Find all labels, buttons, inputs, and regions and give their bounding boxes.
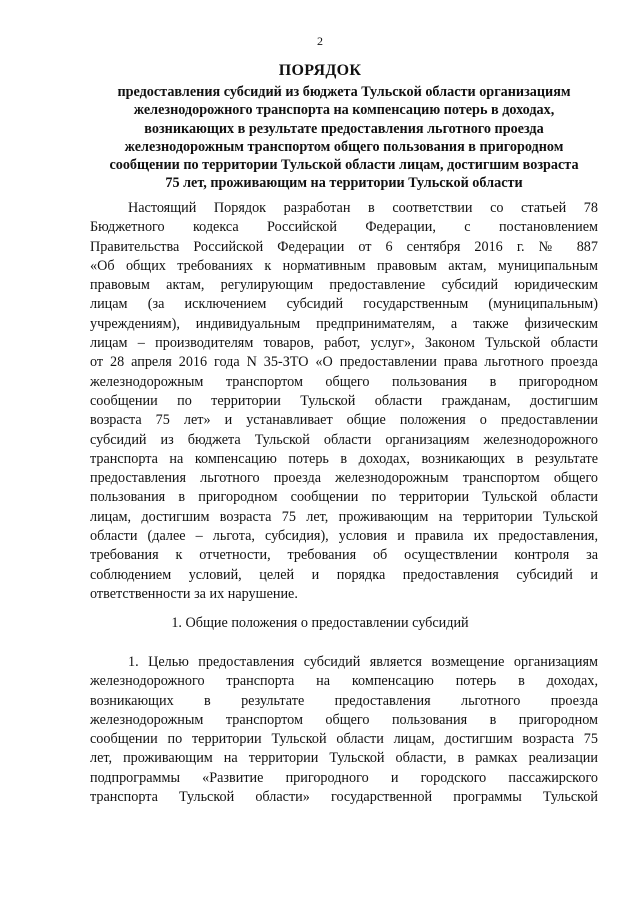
paragraph-line: железнодорожным транспортом общего пользования в пригородном bbox=[90, 373, 598, 390]
paragraph-line: лицам (за исключением субсидий государственным (муниципальным) bbox=[90, 296, 598, 313]
paragraph-line: лет, проживающим на территории Тульской области, в рамках реализации bbox=[90, 750, 598, 767]
paragraph-line: Бюджетного кодекса Российской Федерации, с постановлением bbox=[90, 219, 598, 236]
subtitle-line: возникающих в результате предоставления льготного проезда bbox=[144, 120, 544, 137]
page-number: 2 bbox=[317, 34, 323, 48]
intro-paragraph bbox=[90, 199, 598, 604]
paragraph-line: субсидий из бюджета Тульской области организациям железнодорожного bbox=[90, 431, 598, 448]
paragraph-line: «Об общих требованиях к нормативным правовым актам, муниципальным bbox=[90, 257, 598, 274]
paragraph-line: правовым актам, регулирующим предоставление субсидий юридическим bbox=[90, 277, 598, 294]
paragraph-line: железнодорожным транспортом общего пользования в пригородном bbox=[90, 711, 598, 728]
paragraph-line: пользования в пригородном сообщении по территории Тульской области bbox=[90, 489, 598, 506]
paragraph-line: сообщении по территории Тульской области гражданам, достигшим bbox=[90, 392, 598, 409]
paragraph-line: области (далее – льгота, субсидия), условия и правила их предоставления, bbox=[90, 528, 598, 545]
paragraph-line: транспорта Тульской области» государственной программы Тульской bbox=[90, 789, 598, 806]
document-title: ПОРЯДОК bbox=[278, 62, 362, 79]
paragraph-line: Правительства Российской Федерации от 6 сентября 2016 г. № 887 bbox=[90, 238, 598, 255]
paragraph-line: подпрограммы «Развитие пригородного и городского пассажирского bbox=[90, 769, 598, 786]
paragraph-line: предоставления льготного проезда железнодорожным транспортом общего bbox=[90, 470, 598, 487]
paragraph-line: железнодорожного транспорта на компенсацию потерь в доходах, bbox=[90, 673, 598, 690]
paragraph-line: транспорта на компенсацию потерь в доходах, возникающих в результате bbox=[90, 450, 598, 467]
paragraph-line: учреждениям), индивидуальным предпринимателям, а также физическим bbox=[90, 315, 598, 332]
paragraph-line: Настоящий Порядок разработан в соответствии со статьей 78 bbox=[128, 200, 598, 216]
paragraph-line: 1. Целью предоставления субсидий является возмещение организациям bbox=[128, 654, 598, 670]
paragraph-line: сообщении по территории Тульской области лицам, достигшим возраста 75 bbox=[90, 731, 598, 748]
section-paragraph bbox=[90, 653, 598, 807]
subtitle-line: 75 лет, проживающим на территории Тульской области bbox=[165, 175, 523, 192]
paragraph-line: лицам – производителям товаров, работ, услуг», Законом Тульской области bbox=[90, 335, 598, 352]
paragraph-line: лицам, достигшим возраста 75 лет, проживающим на территории Тульской bbox=[90, 508, 598, 525]
subtitle-line: сообщении по территории Тульской области лицам, достигшим возраста bbox=[109, 157, 579, 174]
paragraph-line: соблюдением условий, целей и порядка предоставления субсидий и bbox=[90, 566, 598, 583]
paragraph-line: возникающих в результате предоставления льготного проезда bbox=[90, 692, 598, 709]
paragraph-line: от 28 апреля 2016 года N 35-ЗТО «О предоставлении права льготного проезда bbox=[90, 354, 598, 371]
paragraph-line: возраста 75 лет» и устанавливает общие положения о предоставлении bbox=[90, 412, 598, 429]
subtitle-line: предоставления субсидий из бюджета Тульской области организациям bbox=[117, 84, 571, 100]
subtitle-line: железнодорожного транспорта на компенсацию потерь в доходах, bbox=[133, 102, 555, 119]
section-heading: 1. Общие положения о предоставлении субсидий bbox=[171, 615, 469, 631]
paragraph-line: требования к отчетности, требования об осуществлении контроля за bbox=[90, 547, 598, 564]
subtitle-line: железнодорожным транспортом общего пользования в пригородном bbox=[124, 138, 564, 155]
document-subtitle bbox=[68, 83, 620, 193]
paragraph-line: ответственности за их нарушение. bbox=[90, 585, 298, 602]
